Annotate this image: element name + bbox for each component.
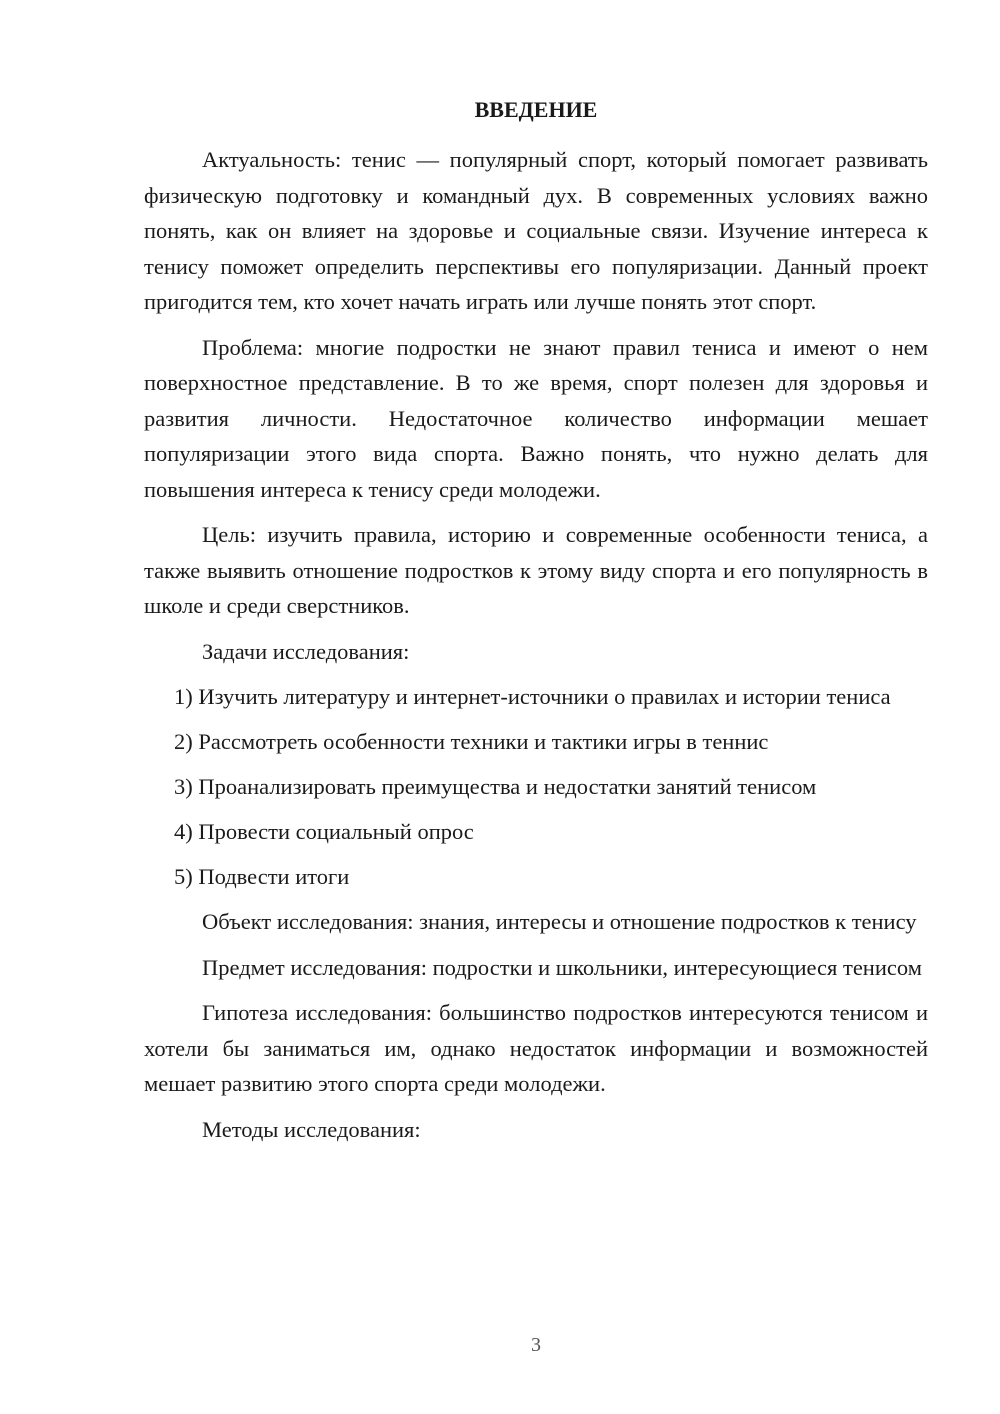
goal-paragraph: Цель: изучить правила, историю и современные особенности тениса, а также выявить отношение подростков к этому виду спорта и его популярность в школе и среди сверстников. xyxy=(144,522,928,618)
relevance-paragraph: Актуальность: тенис — популярный спорт, который помогает развивать физическую подготовку и командный дух. В современных условиях важно понять, как он влияет на здоровье и социальные связи. Изучение интереса к тенису поможет определить перспективы его популяризации. Данный проект пригодится тем, кто хочет начать играть или лучше понять этот спорт. xyxy=(144,147,928,314)
tasks-list xyxy=(144,679,928,895)
subject-paragraph: Предмет исследования: подростки и школьники, интересующиеся тенисом xyxy=(202,954,922,980)
hypothesis-paragraph: Гипотеза исследования: большинство подростков интересуются тенисом и хотели бы заниматься им, однако недостаток информации и возможностей мешает развитию этого спорта среди молодежи. xyxy=(144,1000,928,1096)
document-body xyxy=(144,142,928,1157)
methods-heading: Методы исследования: xyxy=(202,1116,421,1142)
tasks-heading: Задачи исследования: xyxy=(202,638,410,664)
list-item: 2) Рассмотреть особенности техники и тактики игры в теннис xyxy=(174,729,769,754)
list-item: 5) Подвести итоги xyxy=(174,864,350,889)
list-item: 1) Изучить литературу и интернет-источники о правилах и истории тениса xyxy=(174,684,891,709)
section-heading: ВВЕДЕНИЕ xyxy=(474,97,598,122)
list-item: 4) Провести социальный опрос xyxy=(174,819,474,844)
problem-paragraph: Проблема: многие подростки не знают правил тениса и имеют о нем поверхностное представление. В то же время, спорт полезен для здоровья и развития личности. Недостаточное количество информации мешает популяризации этого вида спорта. Важно понять, что нужно делать для повышения интереса к тенису среди молодежи. xyxy=(144,334,928,502)
list-item: 3) Проанализировать преимущества и недостатки занятий тенисом xyxy=(174,774,817,799)
page-number: 3 xyxy=(531,1334,541,1356)
object-paragraph: Объект исследования: знания, интересы и отношение подростков к тенису xyxy=(202,909,917,934)
